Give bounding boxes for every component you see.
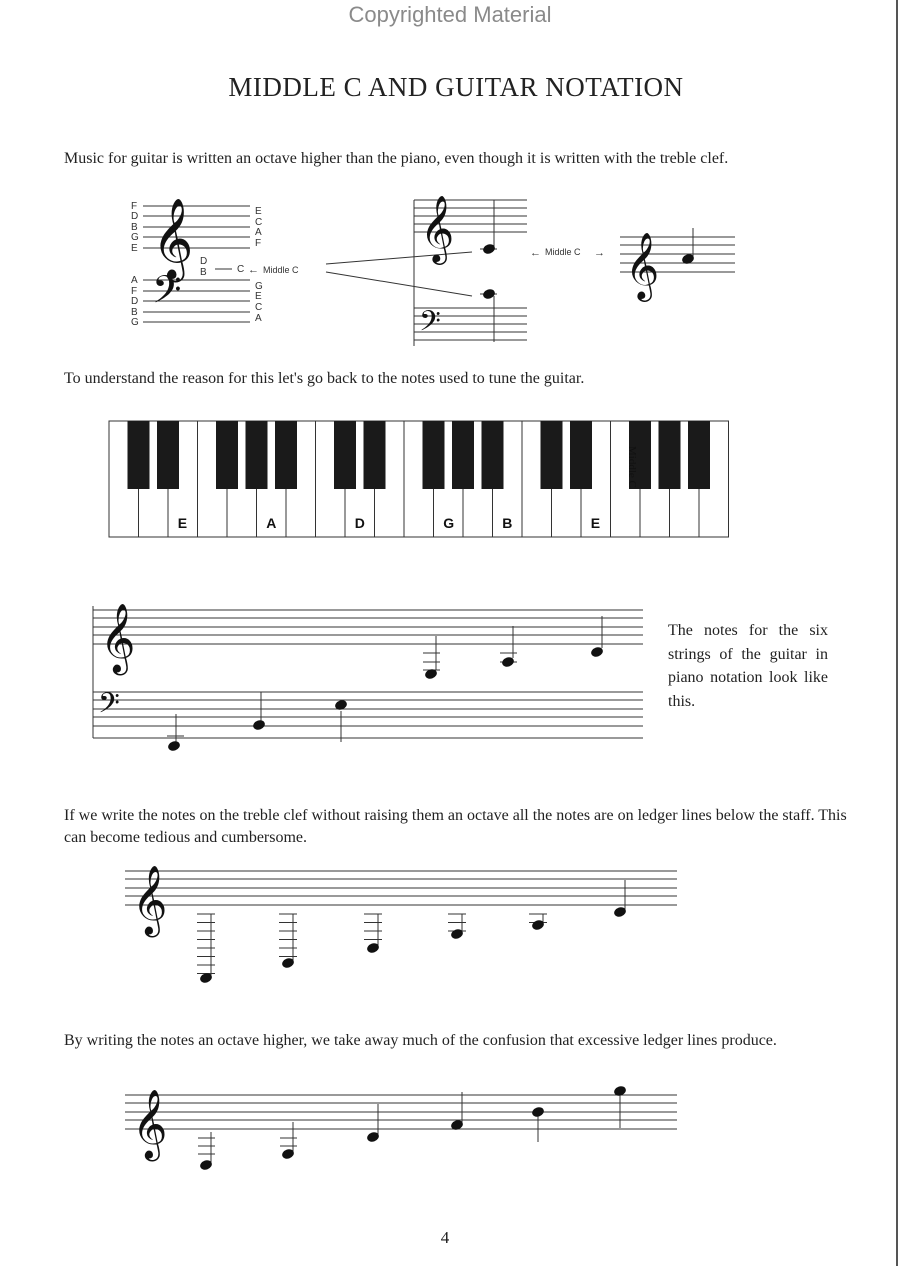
octave-paragraph: By writing the notes an octave higher, we take away much of the confusion that excessive ledger lines produce.	[64, 1032, 777, 1049]
black-key	[482, 421, 504, 489]
key-label: A	[266, 515, 277, 531]
bass-line-letter: A	[131, 275, 138, 286]
bass-space-letter: G	[255, 281, 263, 292]
split-staff-diagram	[414, 196, 527, 346]
six-strings-caption: The notes for the six strings of the guitar in piano notation look like this.	[668, 622, 828, 710]
middle-c-figure	[0, 180, 900, 355]
piano-notation-staff	[88, 596, 648, 756]
black-key	[541, 421, 563, 489]
piano-keyboard	[104, 418, 736, 542]
note-head	[252, 719, 266, 732]
treble-space-letter: C	[255, 217, 263, 228]
middle-c-arrow-label	[530, 247, 605, 259]
key-label: G	[443, 515, 455, 531]
treble-clef-icon: 𝄞	[132, 867, 168, 933]
key-label: B	[502, 515, 513, 531]
treble-space-letter: E	[255, 206, 262, 217]
key-label: D	[354, 515, 365, 531]
black-key	[275, 421, 297, 489]
bass-line-letter: F	[131, 286, 138, 297]
bass-space-letter: C	[255, 302, 263, 313]
intro-paragraph: Music for guitar is written an octave higher than the piano, even though it is written with the treble clef.	[64, 150, 729, 167]
black-key	[334, 421, 356, 489]
black-key	[364, 421, 386, 489]
middle-c-label: Middle C	[263, 265, 299, 275]
black-key	[452, 421, 474, 489]
copyright-watermark: Copyrighted Material	[348, 2, 552, 27]
page-title: MIDDLE C AND GUITAR NOTATION	[228, 72, 684, 102]
ledger-lines-staff	[120, 856, 690, 986]
page-number: 4	[440, 1228, 450, 1247]
bass-line-letter: D	[131, 296, 139, 307]
key-label: E	[590, 515, 601, 531]
treble-line-letter: D	[131, 211, 139, 222]
ledger-letter: B	[200, 267, 207, 278]
reason-paragraph: To understand the reason for this let's go back to the notes used to tune the guitar.	[64, 370, 585, 387]
treble-clef-icon: 𝄞	[132, 1091, 168, 1157]
note-head	[167, 740, 181, 753]
black-key	[423, 421, 445, 489]
arrow-left-icon: ←	[530, 247, 541, 259]
black-key	[688, 421, 710, 489]
black-key	[246, 421, 268, 489]
middle-c-arrow-text: Middle C	[545, 247, 581, 257]
black-key	[157, 421, 179, 489]
bass-clef-icon: 𝄢	[98, 689, 120, 726]
treble-space-letter: F	[255, 238, 262, 249]
treble-space-letter: A	[255, 227, 262, 238]
treble-clef-icon: 𝄞	[100, 605, 136, 671]
bass-line-letter: G	[131, 317, 139, 328]
treble-clef-icon: 𝄞	[420, 196, 455, 261]
ledger-letter: D	[200, 256, 208, 267]
bass-space-letter: E	[255, 291, 262, 302]
guitar-treble-diagram	[620, 228, 735, 302]
black-key	[216, 421, 238, 489]
treble-line-letter: E	[131, 243, 138, 254]
arrow-left-icon: ←	[248, 264, 259, 276]
bass-clef-icon: 𝄢	[419, 307, 441, 344]
ledger-c-letter: C	[237, 264, 245, 275]
black-key	[128, 421, 150, 489]
treble-line-letter: F	[131, 201, 138, 212]
octave-higher-staff	[120, 1080, 690, 1180]
ledger-paragraph: If we write the notes on the treble clef without raising them an octave all the notes are on ledger lines below the staff. This can become tedious and cumbersome.	[64, 807, 847, 846]
bass-line-letter: B	[131, 307, 138, 318]
black-key	[659, 421, 681, 489]
treble-line-letter: B	[131, 222, 138, 233]
black-key	[570, 421, 592, 489]
middle-c-vertical-label: Middle C	[626, 446, 638, 488]
key-label: E	[177, 515, 188, 531]
arrow-right-icon: →	[594, 247, 605, 259]
treble-clef-icon: 𝄞	[152, 201, 194, 278]
bass-clef-icon: 𝄢	[152, 269, 182, 320]
treble-clef-icon: 𝄞	[625, 233, 660, 298]
note-head	[531, 1106, 545, 1119]
bass-space-letter: A	[255, 313, 262, 324]
treble-line-letter: G	[131, 232, 139, 243]
